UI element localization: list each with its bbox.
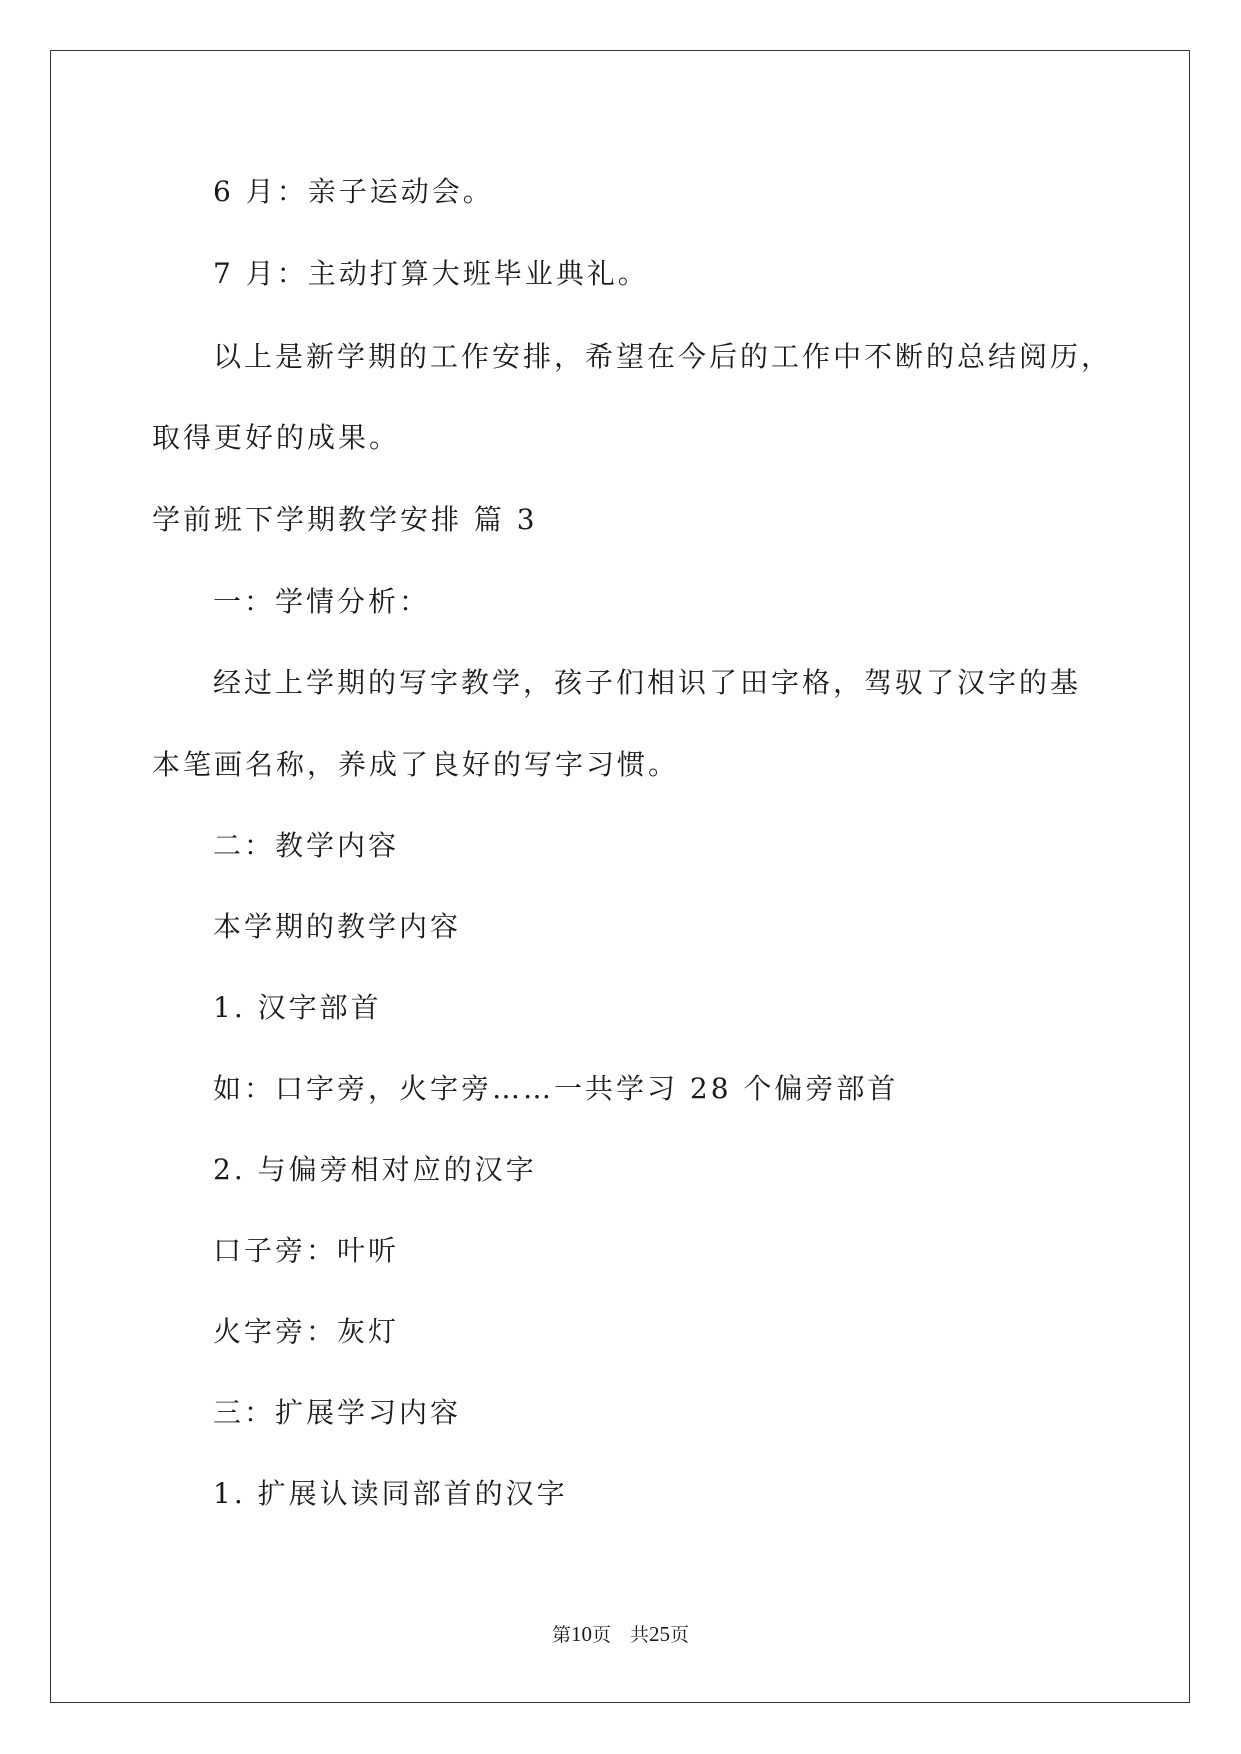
text-line: 取得更好的成果。 <box>152 421 401 454</box>
total-page-count: 25 <box>649 1622 670 1646</box>
current-page-number: 10 <box>570 1622 592 1646</box>
text-line: 1. 汉字部首 <box>213 991 382 1024</box>
text-line: 如：口字旁，火字旁……一共学习 28 个偏旁部首 <box>213 1072 899 1105</box>
text-line: 1. 扩展认读同部首的汉字 <box>213 1477 568 1510</box>
text-line: 口子旁：叶听 <box>213 1234 400 1267</box>
text-line: 2. 与偏旁相对应的汉字 <box>213 1153 537 1186</box>
text-line: 经过上学期的写字教学，孩子们相识了田字格，驾驭了汉字的基 <box>213 666 1082 699</box>
text-line: 以上是新学期的工作安排，希望在今后的工作中不断的总结阅历， <box>213 340 1113 373</box>
text-line: 三：扩展学习内容 <box>213 1396 462 1429</box>
footer-middle: 页 共 <box>591 1624 649 1646</box>
page-border <box>50 50 1190 1703</box>
text-line: 二：教学内容 <box>213 829 400 862</box>
text-line: 本学期的教学内容 <box>213 910 462 943</box>
page-footer <box>0 1622 1241 1647</box>
text-line: 6 月：亲子运动会。 <box>213 175 494 208</box>
footer-prefix: 第 <box>551 1624 571 1646</box>
section-heading: 学前班下学期教学安排 篇 3 <box>152 503 538 536</box>
text-line: 火字旁：灰灯 <box>213 1315 400 1348</box>
footer-suffix: 页 <box>670 1624 690 1646</box>
text-line: 一：学情分析： <box>213 585 431 618</box>
text-line: 7 月：主动打算大班毕业典礼。 <box>213 257 649 290</box>
text-line: 本笔画名称，养成了良好的写字习惯。 <box>152 748 680 781</box>
